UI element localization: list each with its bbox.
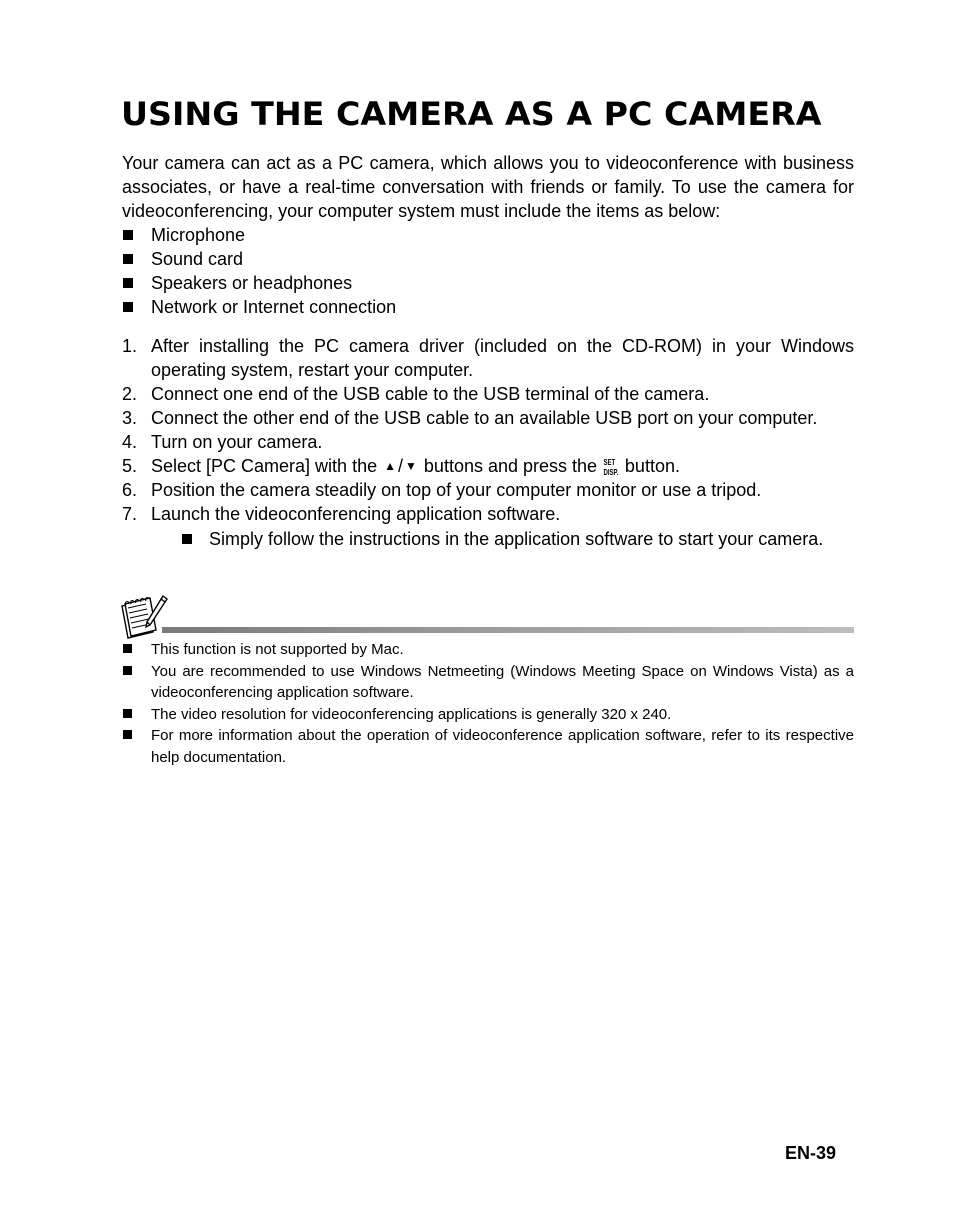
step-text: Connect the other end of the USB cable to an available USB port on your computer. — [151, 408, 818, 428]
square-bullet-icon — [123, 666, 132, 675]
list-item: Sound card — [122, 247, 854, 271]
step-text: Launch the videoconferencing application software. — [151, 504, 561, 524]
note-item: You are recommended to use Windows Netmeeting (Windows Meeting Space on Windows Vista) as a videoconferencing application software. — [122, 661, 854, 704]
list-item: Speakers or headphones — [122, 271, 854, 295]
step-text: Turn on your camera. — [151, 432, 323, 452]
steps-list — [122, 334, 854, 551]
step-item — [122, 454, 854, 478]
step-sub-item: Simply follow the instructions in the application software to start your camera. — [180, 527, 854, 551]
step-item — [122, 406, 854, 430]
step-number: 4. — [122, 432, 138, 452]
step-number: 7. — [122, 504, 138, 524]
up-arrow-icon: ▲ — [384, 459, 396, 473]
notes-list — [122, 639, 854, 768]
step-text: Select [PC Camera] with the — [151, 456, 378, 476]
step-item — [122, 502, 854, 551]
down-arrow-icon: ▼ — [405, 459, 417, 473]
step-item — [122, 478, 854, 502]
square-bullet-icon — [123, 302, 133, 312]
square-bullet-icon — [123, 278, 133, 288]
set-disp-button-icon: SET DISP. — [603, 458, 619, 477]
square-bullet-icon — [123, 230, 133, 240]
requirements-list — [122, 223, 854, 319]
step-text: button. — [624, 456, 680, 476]
step-text: buttons and press the — [423, 456, 598, 476]
note-item: The video resolution for videoconferencing applications is generally 320 x 240. — [122, 704, 854, 726]
step-number: 5. — [122, 456, 138, 476]
step-number: 2. — [122, 384, 138, 404]
note-item: This function is not supported by Mac. — [122, 639, 854, 661]
note-item: For more information about the operation of videoconference application software, refer to its respective help documentation. — [122, 725, 854, 768]
square-bullet-icon — [182, 534, 192, 544]
step-number: 1. — [122, 336, 138, 356]
step-number: 6. — [122, 480, 138, 500]
step-item — [122, 430, 854, 454]
square-bullet-icon — [123, 730, 132, 739]
step-item — [122, 382, 854, 406]
step-text: Position the camera steadily on top of your computer monitor or use a tripod. — [151, 480, 762, 500]
slash-separator: / — [398, 456, 404, 476]
page-title: USING THE CAMERA AS A PC CAMERA — [121, 95, 822, 133]
note-divider — [162, 627, 854, 633]
square-bullet-icon — [123, 644, 132, 653]
list-item: Network or Internet connection — [122, 295, 854, 319]
step-item — [122, 334, 854, 382]
step-text: Connect one end of the USB cable to the USB terminal of the camera. — [151, 384, 710, 404]
step-text: After installing the PC camera driver (included on the CD-ROM) in your Windows operating system, restart your computer. — [151, 336, 854, 380]
page-number: EN-39 — [785, 1143, 837, 1163]
square-bullet-icon — [123, 709, 132, 718]
step-number: 3. — [122, 408, 138, 428]
list-item: Microphone — [122, 223, 854, 247]
intro-paragraph: Your camera can act as a PC camera, which allows you to videoconference with business associates, or have a real-time conversation with friends or family. To use the camera for videoconferencing, your computer system must include the items as below: — [122, 153, 854, 221]
square-bullet-icon — [123, 254, 133, 264]
